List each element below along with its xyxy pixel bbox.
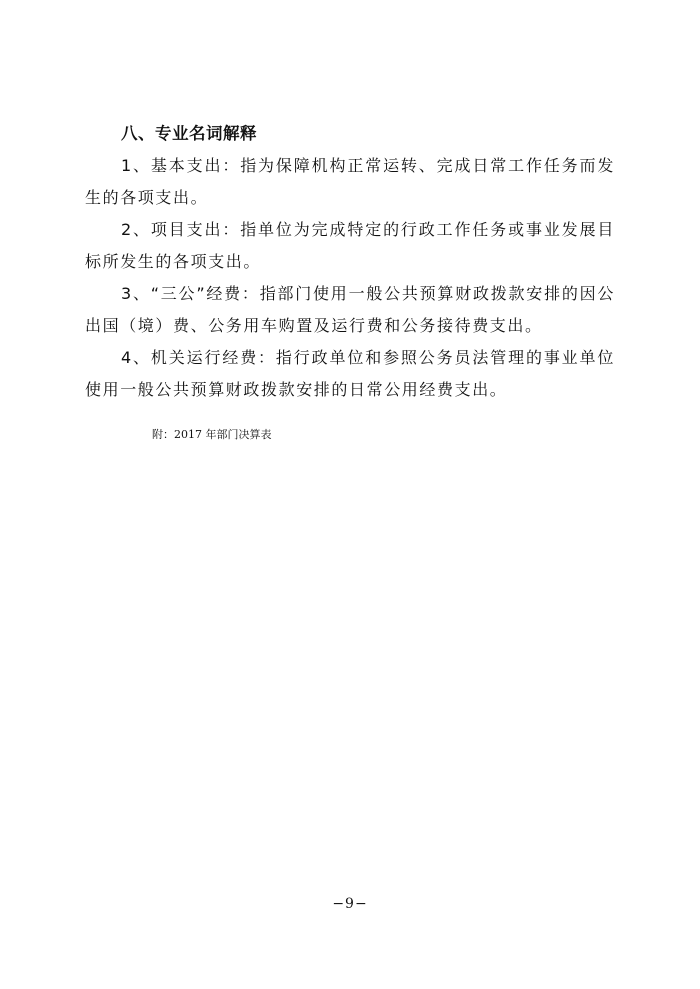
section-heading: 八、专业名词解释	[121, 124, 257, 143]
definition-three-public-funds: 3、“三公”经费：指部门使用一般公共预算财政拨款安排的因公出国（境）费、公务用车购置及运行费和公务接待费支出。	[85, 284, 615, 335]
definition-basic-expenditure: 1、基本支出：指为保障机构正常运转、完成日常工作任务而发生的各项支出。	[85, 156, 615, 207]
definition-operating-funds: 4、机关运行经费：指行政单位和参照公务员法管理的事业单位使用一般公共预算财政拨款安排的日常公用经费支出。	[85, 348, 615, 399]
attachment-note: 附：2017 年部门决算表	[152, 428, 272, 441]
page-number: −9−	[332, 896, 368, 912]
definition-project-expenditure: 2、项目支出：指单位为完成特定的行政工作任务或事业发展目标所发生的各项支出。	[85, 220, 615, 271]
document-body	[85, 118, 615, 406]
